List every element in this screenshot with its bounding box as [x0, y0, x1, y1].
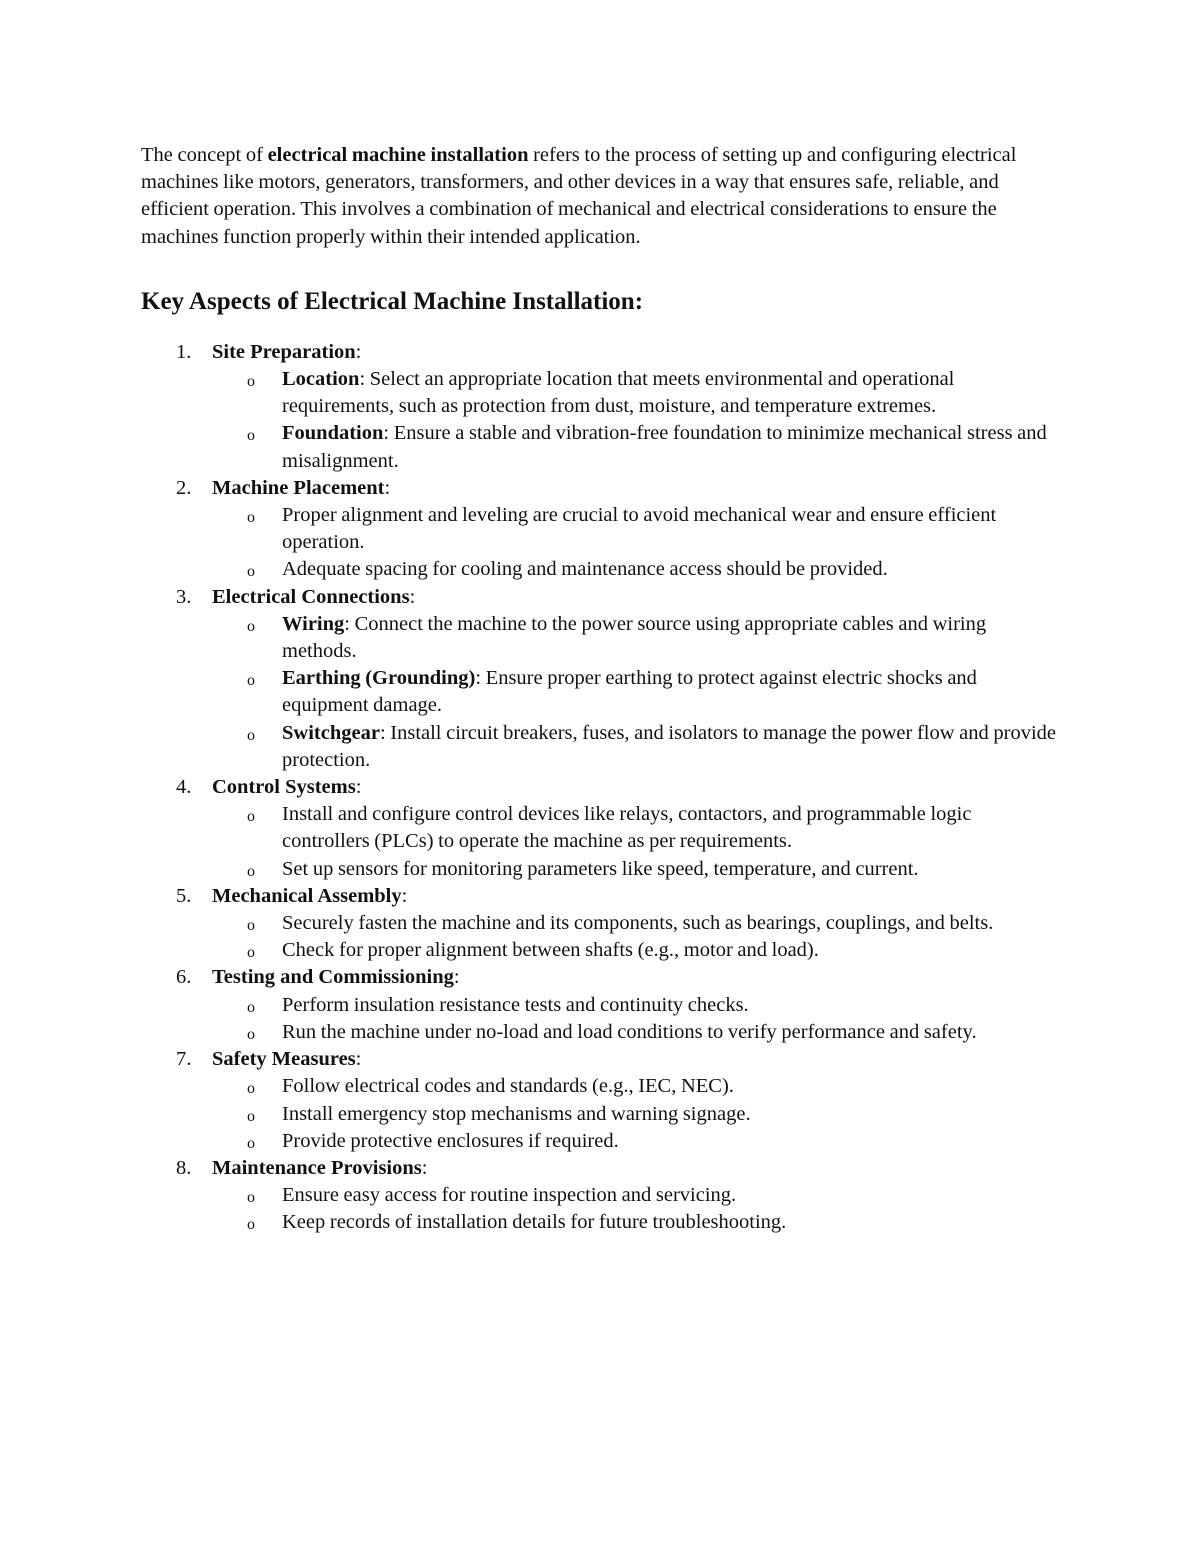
- aspect-title: Electrical Connections: [212, 585, 410, 608]
- subitem-text: Check for proper alignment between shafts (e.g., motor and load).: [282, 939, 819, 962]
- aspect-subitems: [212, 366, 1061, 475]
- aspect-number: 6.: [176, 966, 192, 989]
- aspect-title: Safety Measures: [212, 1048, 356, 1071]
- subitem: [212, 366, 1061, 420]
- subitem-text: Perform insulation resistance tests and continuity checks.: [282, 993, 749, 1016]
- aspect-subitems: [212, 910, 1061, 964]
- subitem: [212, 611, 1061, 665]
- subitem: [212, 937, 1061, 964]
- bullet-icon: o: [247, 998, 255, 1016]
- subitem-text: Provide protective enclosures if required.: [282, 1129, 619, 1152]
- subitem: [212, 1128, 1061, 1155]
- aspect-number: 3.: [176, 585, 192, 608]
- bullet-icon: o: [247, 1134, 255, 1152]
- subitem-text: : Connect the machine to the power source using appropriate cables and wiring methods.: [282, 612, 987, 663]
- subitem-term: Earthing (Grounding): [282, 667, 476, 690]
- subitem-text: : Select an appropriate location that meets environmental and operational requirements, such as protection from dust, moisture, and temperature extremes.: [282, 368, 955, 418]
- bullet-icon: o: [247, 917, 255, 935]
- aspect-subitems: [212, 611, 1061, 774]
- aspect-title: Machine Placement: [212, 476, 385, 499]
- aspect-number: 7.: [176, 1048, 192, 1071]
- subitem: [212, 1073, 1061, 1100]
- subitem-text: Proper alignment and leveling are crucial to avoid mechanical wear and ensure efficient operation.: [282, 504, 997, 554]
- bullet-icon: o: [247, 373, 255, 391]
- aspect-title-colon: :: [355, 340, 362, 363]
- aspect-title: Mechanical Assembly: [212, 884, 402, 907]
- aspect-item: [141, 964, 1061, 1046]
- subitem-text: Follow electrical codes and standards (e.g., IEC, NEC).: [282, 1075, 734, 1098]
- aspect-item: [141, 1046, 1061, 1155]
- aspect-subitems: [212, 992, 1061, 1046]
- subitem-text: Adequate spacing for cooling and maintenance access should be provided.: [282, 558, 888, 581]
- bullet-icon: o: [247, 808, 255, 826]
- subitem-term: Location: [282, 368, 360, 391]
- bullet-icon: o: [247, 726, 255, 744]
- aspect-subitems: [212, 1073, 1061, 1155]
- subitem: [212, 801, 1061, 855]
- aspect-item: [141, 1155, 1061, 1237]
- aspect-item: [141, 584, 1061, 774]
- subitem: [212, 992, 1061, 1019]
- subitem-text: : Install circuit breakers, fuses, and isolators to manage the power flow and provide protection.: [282, 721, 1056, 771]
- subitem-text: Install emergency stop mechanisms and warning signage.: [282, 1102, 751, 1125]
- aspect-title: Site Preparation: [212, 340, 356, 363]
- subitem-text: Securely fasten the machine and its components, such as bearings, couplings, and belts.: [282, 912, 994, 935]
- aspect-subitems: [212, 1182, 1061, 1236]
- aspect-title: Control Systems: [212, 776, 356, 799]
- aspect-item: [141, 339, 1061, 475]
- bullet-icon: o: [247, 862, 255, 880]
- subitem: [212, 502, 1061, 556]
- intro-text-start: The concept of: [141, 144, 268, 166]
- subitem-term: Foundation: [282, 422, 384, 445]
- aspect-number: 5.: [176, 884, 192, 907]
- aspect-title-colon: :: [421, 1156, 428, 1179]
- aspect-item: [141, 774, 1061, 883]
- aspect-title-colon: :: [453, 966, 460, 989]
- document-page: [141, 142, 1061, 1237]
- subitem-term: Wiring: [282, 612, 345, 635]
- bullet-icon: o: [247, 1107, 255, 1125]
- bullet-icon: o: [247, 1189, 255, 1207]
- bullet-icon: o: [247, 1080, 255, 1098]
- subitem: [212, 856, 1061, 883]
- subitem: [212, 720, 1061, 774]
- subitem: [212, 1209, 1061, 1236]
- aspect-item: [141, 883, 1061, 965]
- bullet-icon: o: [247, 1025, 255, 1043]
- intro-bold-term: electrical machine installation: [267, 144, 529, 166]
- subitem-term: Switchgear: [282, 721, 380, 744]
- subitem-text: Run the machine under no-load and load conditions to verify performance and safety.: [282, 1020, 977, 1043]
- aspect-title-colon: :: [384, 476, 391, 499]
- subitem-text: Ensure easy access for routine inspection and servicing.: [282, 1184, 737, 1207]
- aspect-number: 4.: [176, 776, 192, 799]
- aspects-list: [141, 339, 1061, 1237]
- intro-text-end: refers to the process of setting up and configuring electrical machines like motors, generators, transformers, and other devices in a way that ensures safe, reliable, and efficient operation. This involves a combination of mechanical and electrical considerations to ensure the machines function properly within their intended application.: [141, 144, 1017, 248]
- aspect-subitems: [212, 502, 1061, 584]
- aspect-title-colon: :: [409, 585, 416, 608]
- bullet-icon: o: [247, 1216, 255, 1234]
- bullet-icon: o: [247, 672, 255, 690]
- aspect-title: Maintenance Provisions: [212, 1156, 422, 1179]
- aspect-number: 2.: [176, 476, 192, 499]
- aspect-item: [141, 475, 1061, 584]
- subitem: [212, 1182, 1061, 1209]
- aspect-title-colon: :: [355, 1048, 362, 1071]
- aspect-subitems: [212, 801, 1061, 883]
- aspect-title: Testing and Commissioning: [212, 966, 454, 989]
- bullet-icon: o: [247, 617, 255, 635]
- subitem: [212, 556, 1061, 583]
- subitem-text: Install and configure control devices like relays, contactors, and programmable logic controllers (PLCs) to operate the machine as per requirements.: [282, 803, 972, 853]
- bullet-icon: o: [247, 563, 255, 581]
- subitem-text: : Ensure a stable and vibration-free foundation to minimize mechanical stress and misalignment.: [282, 422, 1047, 472]
- intro-paragraph: [141, 142, 1061, 251]
- subitem: [212, 1019, 1061, 1046]
- aspect-number: 1.: [176, 340, 192, 363]
- aspect-title-colon: :: [355, 776, 362, 799]
- subitem: [212, 420, 1061, 474]
- bullet-icon: o: [247, 509, 255, 527]
- subitem-text: Set up sensors for monitoring parameters like speed, temperature, and current.: [282, 857, 919, 880]
- bullet-icon: o: [247, 944, 255, 962]
- subitem-text: : Ensure proper earthing to protect against electric shocks and equipment damage.: [282, 667, 977, 717]
- subitem: [212, 665, 1061, 719]
- subitem-text: Keep records of installation details for future troubleshooting.: [282, 1211, 787, 1234]
- section-heading: Key Aspects of Electrical Machine Installation:: [141, 287, 644, 315]
- aspect-title-colon: :: [401, 884, 408, 907]
- subitem: [212, 1101, 1061, 1128]
- aspect-number: 8.: [176, 1156, 192, 1179]
- subitem: [212, 910, 1061, 937]
- bullet-icon: o: [247, 427, 255, 445]
